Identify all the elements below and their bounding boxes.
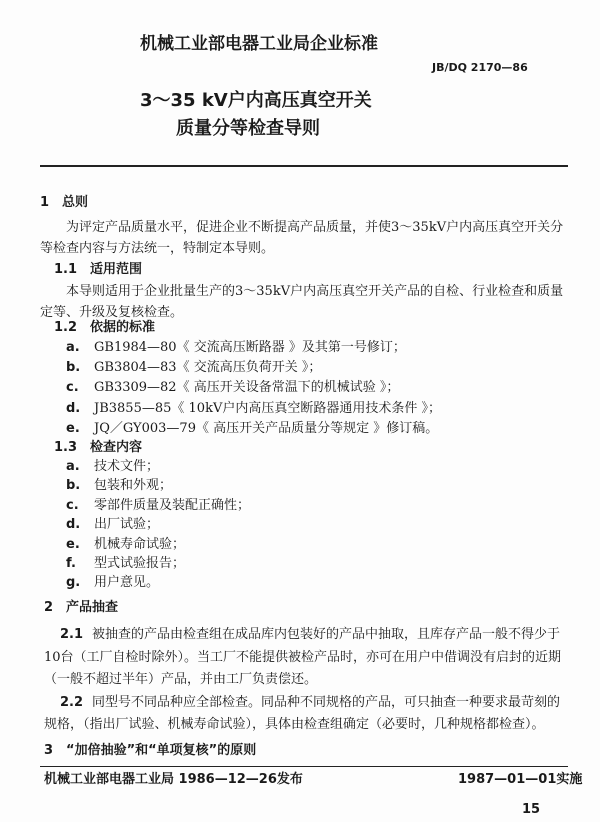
title-line-1: 3～35 kV户内高压真空开关: [140, 90, 372, 111]
page-number: 15: [522, 802, 541, 817]
para-line: 等检查内容与方法统一，特制定本导则。: [40, 241, 275, 256]
footer-rule: [40, 766, 568, 767]
para-line: 被抽查的产品由检查组在成品库内包装好的产品中抽取，且库存产品一般不得少于: [92, 627, 561, 642]
section-3-heading: 3 “加倍抽验”和“单项复核”的原则: [44, 743, 257, 758]
section-2-heading: 2 产品抽查: [44, 600, 119, 615]
list-item: 机械寿命试验；: [94, 536, 186, 552]
list-item: 零部件质量及装配正确性；: [94, 497, 251, 513]
para-line: 规格，（指出厂试验、机械寿命试验），具体由检查组确定（必要时，几种规格都检查）。: [44, 717, 545, 732]
list-marker: c.: [66, 497, 79, 513]
para-line: 同型号不同品种应全部检查。同品种不同规格的产品，可只抽查一种要求最苛刻的: [92, 695, 561, 710]
list-item: JQ／GY003—79《 高压开关产品质量分等规定 》修订稿。: [94, 420, 439, 436]
list-marker: c.: [66, 380, 79, 396]
list-marker: b.: [66, 360, 81, 376]
list-marker: e.: [66, 420, 80, 436]
section-1-3-heading: 1.3 检查内容: [54, 440, 143, 455]
list-item: JB3855—85《 10kV户内高压真空断路器通用技术条件 》；: [94, 400, 441, 416]
issued-date: 机械工业部电器工业局 1986—12—26发布: [44, 772, 303, 787]
para-line: 定等、升级及复核检查。: [40, 305, 184, 320]
effective-date: 1987—01—01实施: [458, 772, 583, 787]
list-marker: f.: [66, 556, 76, 571]
clause-number: 2.1: [60, 627, 84, 642]
standard-code: JB/DQ 2170—86: [432, 61, 528, 74]
list-marker: d.: [66, 400, 81, 416]
section-1-2-heading: 1.2 依据的标准: [54, 320, 156, 335]
title-line-2: 质量分等检查导则: [176, 118, 320, 139]
section-1-heading: 1 总则: [40, 195, 89, 210]
top-rule: [40, 165, 568, 167]
list-item: 包装和外观；: [94, 478, 173, 494]
para-line: 本导则适用于企业批量生产的3～35kV户内高压真空开关产品的自检、行业检查和质量: [66, 284, 564, 299]
list-marker: d.: [66, 517, 81, 533]
list-marker: g.: [66, 575, 81, 591]
list-item: 出厂试验；: [94, 517, 160, 533]
issuer-header: 机械工业部电器工业局企业标准: [140, 34, 378, 54]
para-line: 为评定产品质量水平，促进企业不断提高产品质量，并使3～35kV户内高压真空开关分: [66, 220, 564, 235]
para-line: （一般不超过半年）产品，并由工厂负责偿还。: [44, 672, 318, 687]
list-item: 用户意见。: [94, 575, 160, 591]
list-item: GB1984—80《 交流高压断路器 》及其第一号修订；: [94, 340, 406, 355]
clause-number: 2.2: [60, 695, 84, 710]
list-marker: a.: [66, 340, 80, 355]
list-item: GB3309—82《 高压开关设备常温下的机械试验 》；: [94, 380, 400, 396]
list-marker: a.: [66, 459, 80, 474]
list-item: 技术文件；: [94, 459, 160, 474]
list-item: 型式试验报告；: [94, 556, 186, 571]
para-line: 10台（工厂自检时除外）。当工厂不能提供被检产品时，亦可在用户中借调没有启封的近期: [44, 650, 562, 665]
list-item: GB3804—83《 交流高压负荷开关 》；: [94, 360, 322, 376]
list-marker: b.: [66, 478, 81, 494]
list-marker: e.: [66, 536, 80, 552]
section-1-1-heading: 1.1 适用范围: [54, 262, 143, 277]
